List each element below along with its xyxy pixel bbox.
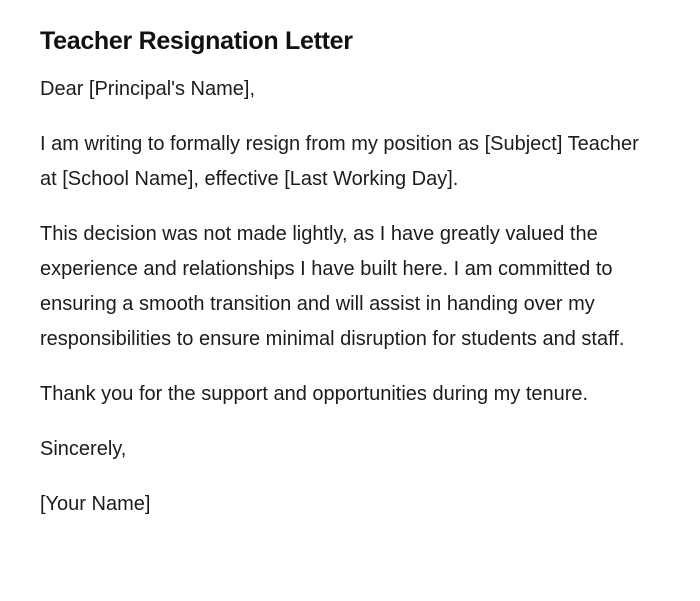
letter-signature: [Your Name] xyxy=(40,493,151,515)
letter-salutation: Dear [Principal's Name], xyxy=(40,78,255,100)
letter-document xyxy=(40,24,655,542)
letter-paragraph-intent: I am writing to formally resign from my position as [Subject] Teacher at [School Name], effective [Last Working Day]. xyxy=(40,133,639,190)
letter-paragraph-transition: This decision was not made lightly, as I have greatly valued the experience and relationships I have built here. I am committed to ensuring a smooth transition and will assist in handing over my responsibilities to ensure minimal disruption for students and staff. xyxy=(40,223,625,350)
letter-closing: Sincerely, xyxy=(40,438,127,460)
letter-title: Teacher Resignation Letter xyxy=(40,27,353,55)
letter-paragraph-thanks: Thank you for the support and opportunities during my tenure. xyxy=(40,383,589,405)
